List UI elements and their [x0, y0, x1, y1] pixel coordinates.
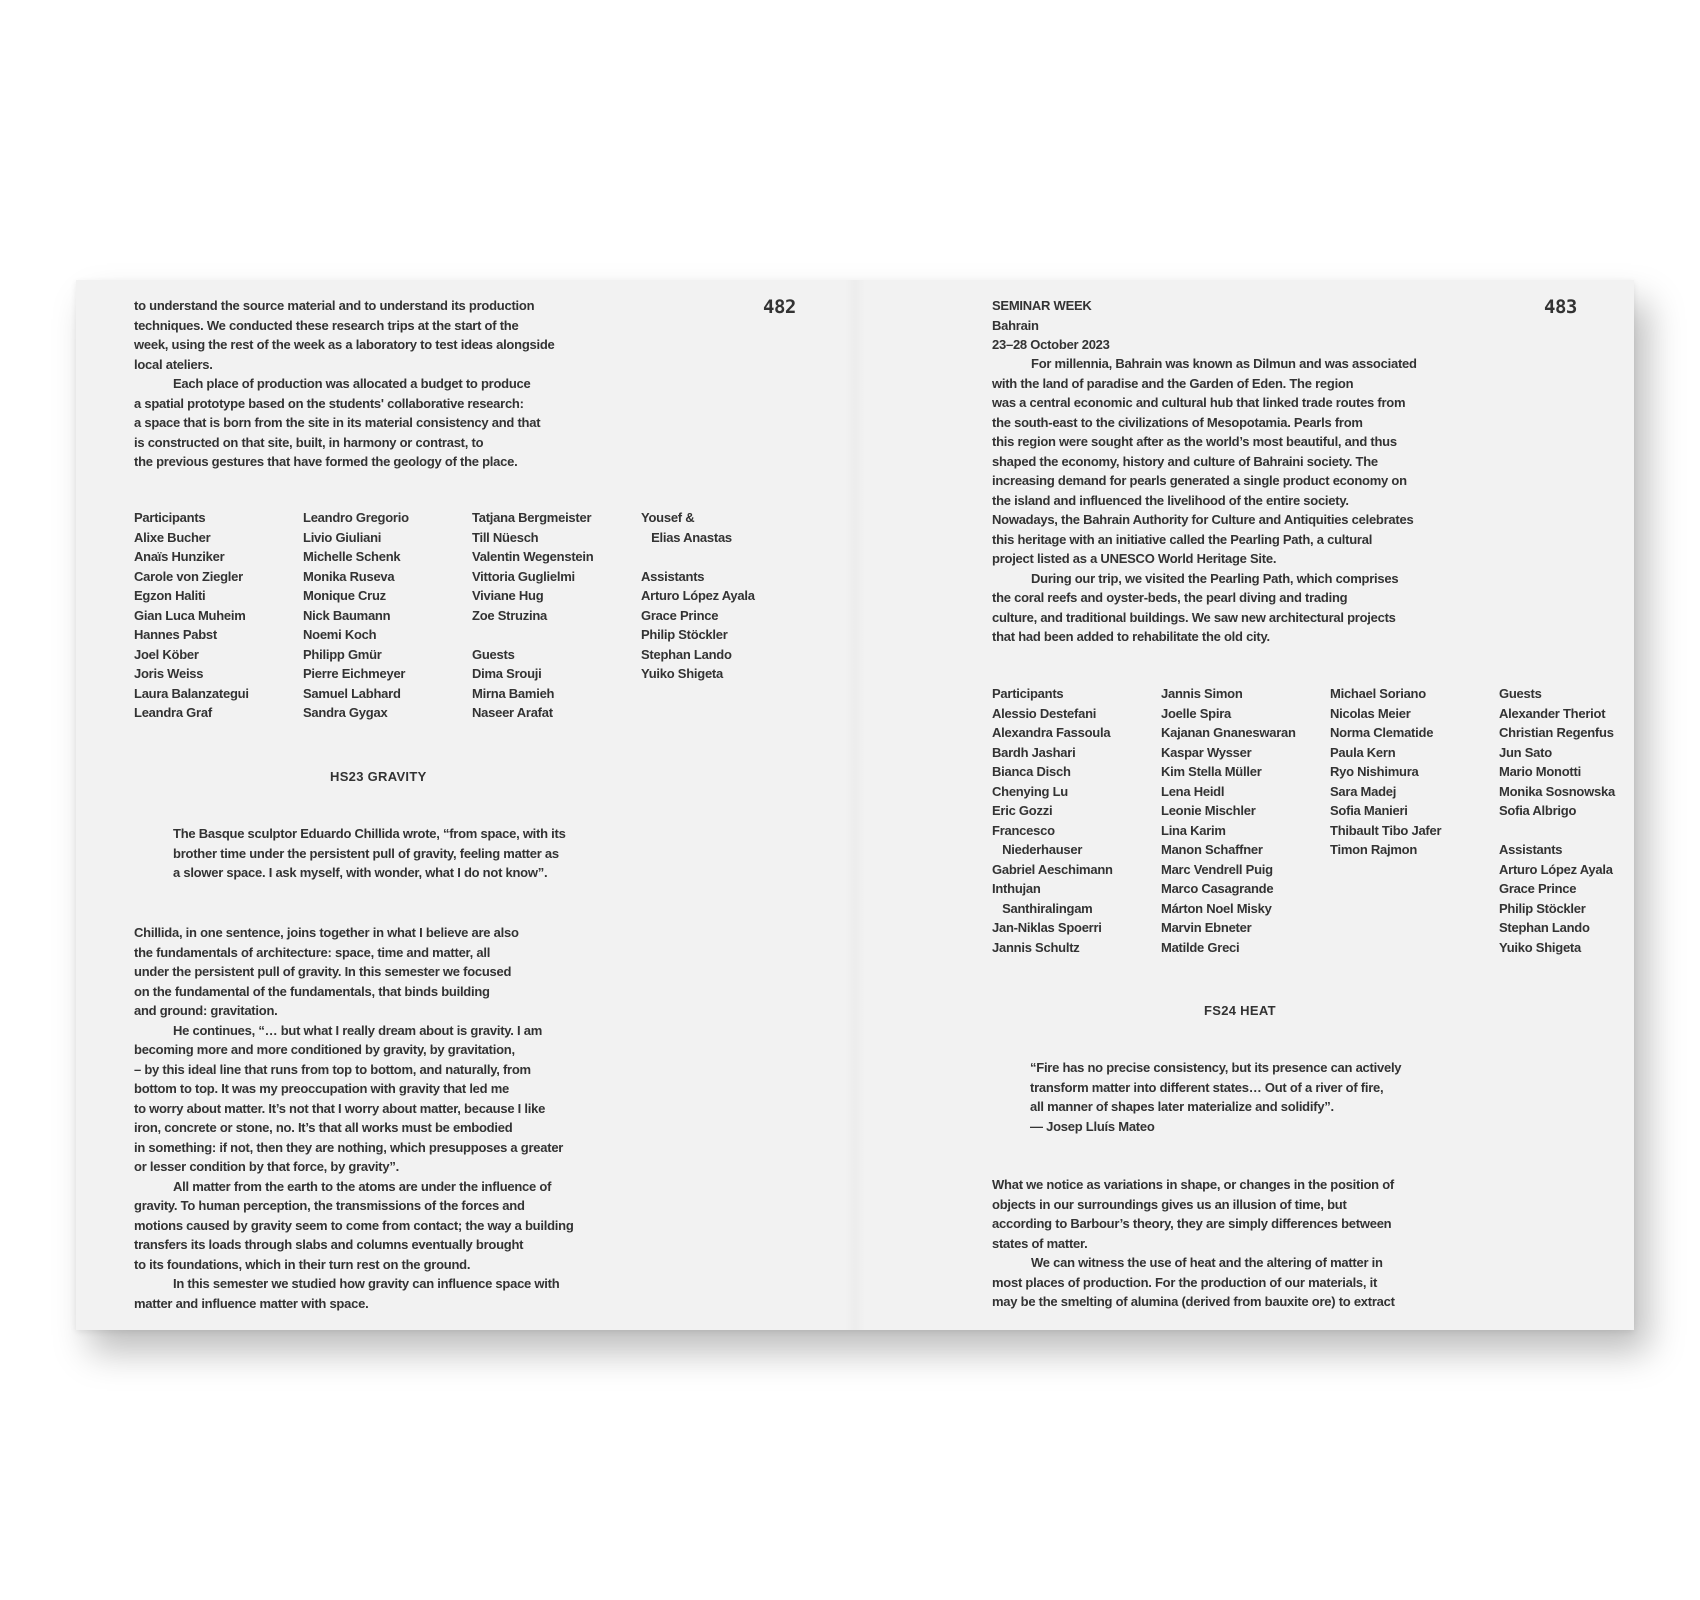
participant-name: Sara Madej: [1330, 783, 1397, 799]
participant-name: Laura Balanzategui: [134, 685, 249, 701]
seminar-dates: 23–28 October 2023: [992, 337, 1110, 352]
participant-name: Tatjana Bergmeister: [472, 510, 592, 525]
participant-name: Leandra Graf: [134, 705, 212, 720]
assistant-name: Philip Stöckler: [1499, 900, 1586, 916]
quote-text: “Fire has no precise consistency, but its presence can actively transform matter into different states… Out of a river of fire, all manner of shapes later materialize and solidify”. — Josep Lluís Mateo: [1030, 1060, 1402, 1134]
participant-name: Leonie Mischler: [1161, 803, 1256, 818]
participant-name: Jannis Simon: [1161, 686, 1243, 701]
credits-column: [1161, 684, 1296, 957]
participant-name: Gian Luca Muheim: [134, 607, 246, 623]
participant-name: Márton Noel Misky: [1161, 900, 1272, 916]
epigraph-quote: [173, 824, 773, 883]
participant-name: Leandro Gregorio: [303, 510, 409, 525]
participant-name: Chenying Lu: [992, 783, 1068, 799]
participant-name: Samuel Labhard: [303, 685, 401, 701]
paragraph: In this semester we studied how gravity can influence space with matter and influence matter with space.: [134, 1276, 560, 1311]
participant-name: Viviane Hug: [472, 588, 544, 603]
seminar-title: SEMINAR WEEK: [992, 298, 1092, 313]
participant-name: Alexandra Fassoula: [992, 725, 1111, 740]
participants-label: Participants: [992, 686, 1064, 701]
section-title: FS24 HEAT: [1204, 1003, 1276, 1018]
participant-name: Kim Stella Müller: [1161, 764, 1262, 779]
participant-name: Monika Ruseva: [303, 568, 395, 584]
paragraph: For millennia, Bahrain was known as Dilmun and was associated with the land of paradise and the Garden of Eden. The region was a central economic and cultural hub that linked trade routes from the south-east to the civilizations of Mesopotamia. Pearls from this region were sought after as the world’s most beautiful, and thus shaped the economy, history and culture of Bahraini society. The increasing demand for pearls generated a single product economy on the island and influenced the livelihood of the entire society. Nowadays, the Bahrain Authority for Culture and Antiquities celebrates this heritage with an initiative called the Pearling Path, a cultural project listed as a UNESCO World Heritage Site.: [992, 356, 1417, 566]
assistant-name: Stephan Lando: [641, 646, 732, 662]
participant-name: Bianca Disch: [992, 764, 1071, 779]
participant-name: Ryo Nishimura: [1330, 764, 1419, 779]
credits-column: [472, 508, 593, 723]
participant-name: Francesco Niederhauser: [992, 822, 1083, 857]
assistant-name: Grace Prince: [1499, 881, 1577, 896]
section-title: HS23 GRAVITY: [330, 769, 427, 784]
participant-name: Michelle Schenk: [303, 549, 401, 564]
participant-name: Alixe Bucher: [134, 529, 211, 545]
guest-name: Alexander Theriot: [1499, 705, 1606, 721]
participant-name: Norma Clematide: [1330, 725, 1434, 740]
assistant-name: Arturo López Ayala: [641, 588, 755, 603]
assistant-name: Grace Prince: [641, 607, 719, 623]
participant-name: Livio Giuliani: [303, 529, 382, 545]
participant-name: Michael Soriano: [1330, 686, 1426, 701]
participant-name: Till Nüesch: [472, 529, 539, 545]
participant-name: Joel Köber: [134, 646, 199, 662]
assistant-name: Yuiko Shigeta: [641, 666, 723, 681]
paragraph: Chillida, in one sentence, joins together in what I believe are also the fundamentals of architecture: space, time and matter, all under the persistent pull of gravity. In this semester we focused on the fundamental of the fundamentals, that binds building and ground: gravitation.: [134, 925, 519, 1018]
participant-name: Carole von Ziegler: [134, 568, 243, 584]
participant-name: Sofia Manieri: [1330, 803, 1408, 818]
participant-name: Kajanan Gnaneswaran: [1161, 725, 1296, 740]
paragraph: All matter from the earth to the atoms are under the influence of gravity. To human perception, the transmissions of the forces and motions caused by gravity seem to come from contact; the way a building transfers its loads through slabs and columns eventually brought to its foundations, which in their turn rest on the ground.: [134, 1178, 574, 1272]
participant-name: Joris Weiss: [134, 666, 204, 681]
participant-name: Matilde Greci: [1161, 939, 1240, 955]
participants-label: Participants: [134, 510, 206, 525]
participant-name: Sandra Gygax: [303, 705, 388, 720]
intro-text: [992, 354, 1612, 647]
page-number: 482: [763, 296, 796, 318]
participant-name: Paula Kern: [1330, 744, 1396, 760]
epigraph-quote: [1030, 1058, 1620, 1136]
participant-name: Kaspar Wysser: [1161, 744, 1252, 760]
guest-name: Sofia Albrigo: [1499, 803, 1577, 818]
quote-text: The Basque sculptor Eduardo Chillida wrote, “from space, with its brother time under the persistent pull of gravity, feeling matter as a slower space. I ask myself, with wonder, what I do not know”.: [173, 826, 566, 880]
guest-name: Mirna Bamieh: [472, 685, 555, 701]
guest-name: Christian Regenfus: [1499, 725, 1614, 740]
participant-name: Valentin Wegenstein: [472, 549, 594, 564]
credits-column: [303, 508, 409, 723]
assistant-name: Arturo López Ayala: [1499, 861, 1613, 877]
body-text: [134, 923, 774, 1313]
participant-name: Nicolas Meier: [1330, 705, 1411, 721]
participant-name: Philipp Gmür: [303, 646, 382, 662]
paragraph: What we notice as variations in shape, or changes in the position of objects in our surroundings gives us an illusion of time, but according to Barbour’s theory, they are simply differences between states of matter.: [992, 1177, 1394, 1251]
credits-column: [992, 684, 1113, 957]
participant-name: Timon Rajmon: [1330, 842, 1418, 857]
participant-name: Marc Vendrell Puig: [1161, 861, 1273, 877]
credits-column: [641, 508, 755, 684]
participant-name: Alessio Destefani: [992, 705, 1097, 721]
intro-text: [134, 296, 734, 472]
assistant-name: Philip Stöckler: [641, 627, 728, 642]
credits-column: [134, 508, 249, 723]
guest-name: Monika Sosnowska: [1499, 783, 1615, 799]
participant-name: Monique Cruz: [303, 588, 386, 603]
guest-name: Dima Srouji: [472, 666, 542, 681]
body-text: [992, 1175, 1612, 1312]
guest-name: Jun Sato: [1499, 744, 1552, 760]
participant-name: Joelle Spira: [1161, 705, 1231, 721]
right-page: [855, 280, 1634, 1330]
credits-list: [992, 684, 1622, 964]
participant-name: Gabriel Aeschimann: [992, 861, 1113, 877]
participant-name: Marvin Ebneter: [1161, 920, 1252, 935]
participant-name: Egzon Haliti: [134, 588, 206, 603]
participant-name: Lena Heidl: [1161, 783, 1225, 799]
seminar-heading: [992, 296, 1110, 355]
participant-name: Manon Schaffner: [1161, 842, 1263, 857]
assistant-name: Yuiko Shigeta: [1499, 939, 1581, 955]
guest-name: Mario Monotti: [1499, 764, 1581, 779]
page-number: 483: [1544, 296, 1577, 318]
participant-name: Yousef & Elias Anastas: [641, 510, 732, 545]
participant-name: Anaïs Hunziker: [134, 549, 225, 564]
participant-name: Lina Karim: [1161, 822, 1226, 838]
guest-name: Naseer Arafat: [472, 705, 553, 720]
participant-name: Nick Baumann: [303, 607, 391, 623]
paragraph: Each place of production was allocated a budget to produce a spatial prototype based on the students' collaborative research: a space that is born from the site in its material consistency and that is constructed on that site, built, in harmony or contrast, to the previous gestures that have formed the geology of the place.: [134, 376, 541, 469]
participant-name: Pierre Eichmeyer: [303, 666, 406, 681]
participant-name: Marco Casagrande: [1161, 881, 1274, 896]
paragraph: During our trip, we visited the Pearling Path, which comprises the coral reefs and oyster-beds, the pearl diving and trading culture, and traditional buildings. We saw new architectural projects that had been added to rehabilitate the old city.: [992, 570, 1399, 644]
paragraph: He continues, “… but what I really dream about is gravity. I am becoming more and more conditioned by gravity, by gravitation, – by this ideal line that runs from top to bottom, and naturally, from bottom to top. It was my preoccupation with gravity that led me to worry about matter. It’s not that I worry about matter, because I like iron, concrete or stone, no. It’s that all works must be embodied in something: if not, then they are nothing, which presupposes a greater or lesser condition by that force, by gravity”.: [134, 1022, 564, 1174]
paragraph: We can witness the use of heat and the altering of matter in most places of production. For the production of our materials, it may be the smelting of alumina (derived from bauxite ore) to extract: [992, 1255, 1395, 1309]
participant-name: Zoe Struzina: [472, 607, 548, 623]
assistants-label: Assistants: [1499, 842, 1563, 857]
credits-column: [1499, 684, 1615, 957]
participant-name: Thibault Tibo Jafer: [1330, 822, 1442, 838]
guests-label: Guests: [1499, 686, 1542, 701]
book-spread: [76, 280, 1634, 1330]
seminar-location: Bahrain: [992, 317, 1039, 333]
assistant-name: Stephan Lando: [1499, 920, 1590, 935]
assistants-label: Assistants: [641, 568, 705, 584]
paragraph: to understand the source material and to understand its production techniques. We conducted these research trips at the start of the week, using the rest of the week as a laboratory to test ideas alongside local ateliers.: [134, 298, 555, 372]
participant-name: Inthujan Santhiralingam: [992, 881, 1093, 916]
participant-name: Noemi Koch: [303, 627, 377, 642]
participant-name: Jannis Schultz: [992, 939, 1080, 955]
participant-name: Vittoria Guglielmi: [472, 568, 575, 584]
credits-column: [1330, 684, 1441, 860]
guests-label: Guests: [472, 646, 515, 662]
participant-name: Hannes Pabst: [134, 627, 217, 642]
credits-list: [134, 508, 814, 748]
left-page: [76, 280, 855, 1330]
participant-name: Bardh Jashari: [992, 744, 1076, 760]
participant-name: Eric Gozzi: [992, 803, 1053, 818]
participant-name: Jan-Niklas Spoerri: [992, 920, 1102, 935]
